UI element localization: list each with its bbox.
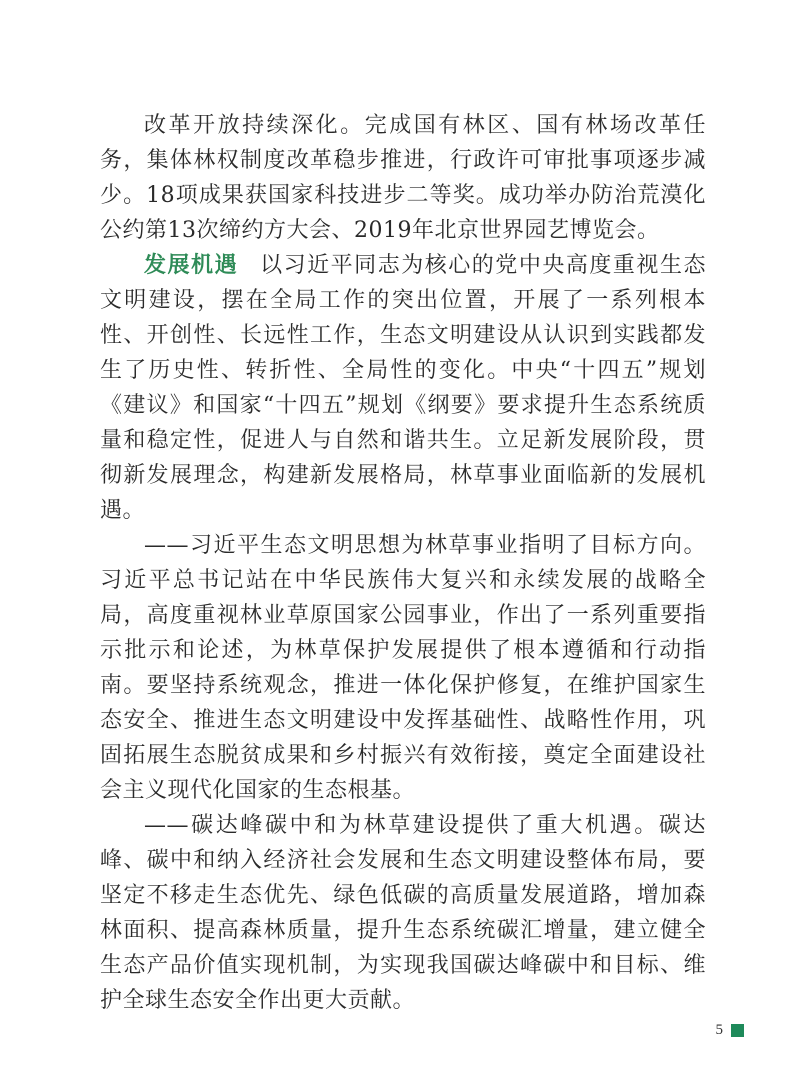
page-body (100, 108, 706, 1018)
paragraph-opportunity (100, 248, 706, 528)
page-footer (716, 1022, 745, 1039)
paragraph-carbon: ——碳达峰碳中和为林草建设提供了重大机遇。碳达峰、碳中和纳入经济社会发展和生态文明建设整体布局，要坚定不移走生态优先、绿色低碳的高质量发展道路，增加森林面积、提高森林质量，提升生态系统碳汇增量，建立健全生态产品价值实现机制，为实现我国碳达峰碳中和目标、维护全球生态安全作出更大贡献。 (100, 813, 706, 1013)
page-number: 5 (715, 1022, 723, 1038)
green-square-icon (731, 1024, 744, 1037)
paragraph-reform: 改革开放持续深化。完成国有林区、国有林场改革任务，集体林权制度改革稳步推进，行政许可审批事项逐步减少。18项成果获国家科技进步二等奖。成功举办防治荒漠化公约第13次缔约方大会、2019年北京世界园艺博览会。 (100, 113, 706, 243)
paragraph-eco-civilization: ——习近平生态文明思想为林草事业指明了目标方向。习近平总书记站在中华民族伟大复兴和永续发展的战略全局，高度重视林业草原国家公园事业，作出了一系列重要指示批示和论述，为林草保护发展提供了根本遵循和行动指南。要坚持系统观念，推进一体化保护修复，在维护国家生态安全、推进生态文明建设中发挥基础性、战略性作用，巩固拓展生态脱贫成果和乡村振兴有效衔接，奠定全面建设社会主义现代化国家的生态根基。 (100, 533, 706, 803)
section-heading: 发展机遇 (144, 252, 239, 278)
paragraph-opportunity-text: 以习近平同志为核心的党中央高度重视生态文明建设，摆在全局工作的突出位置，开展了一系列根本性、开创性、长远性工作，生态文明建设从认识到实践都发生了历史性、转折性、全局性的变化。中央“十四五”规划《建议》和国家“十四五”规划《纲要》要求提升生态系统质量和稳定性，促进人与自然和谐共生。立足新发展阶段，贯彻新发展理念，构建新发展格局，林草事业面临新的发展机遇。 (100, 253, 706, 523)
